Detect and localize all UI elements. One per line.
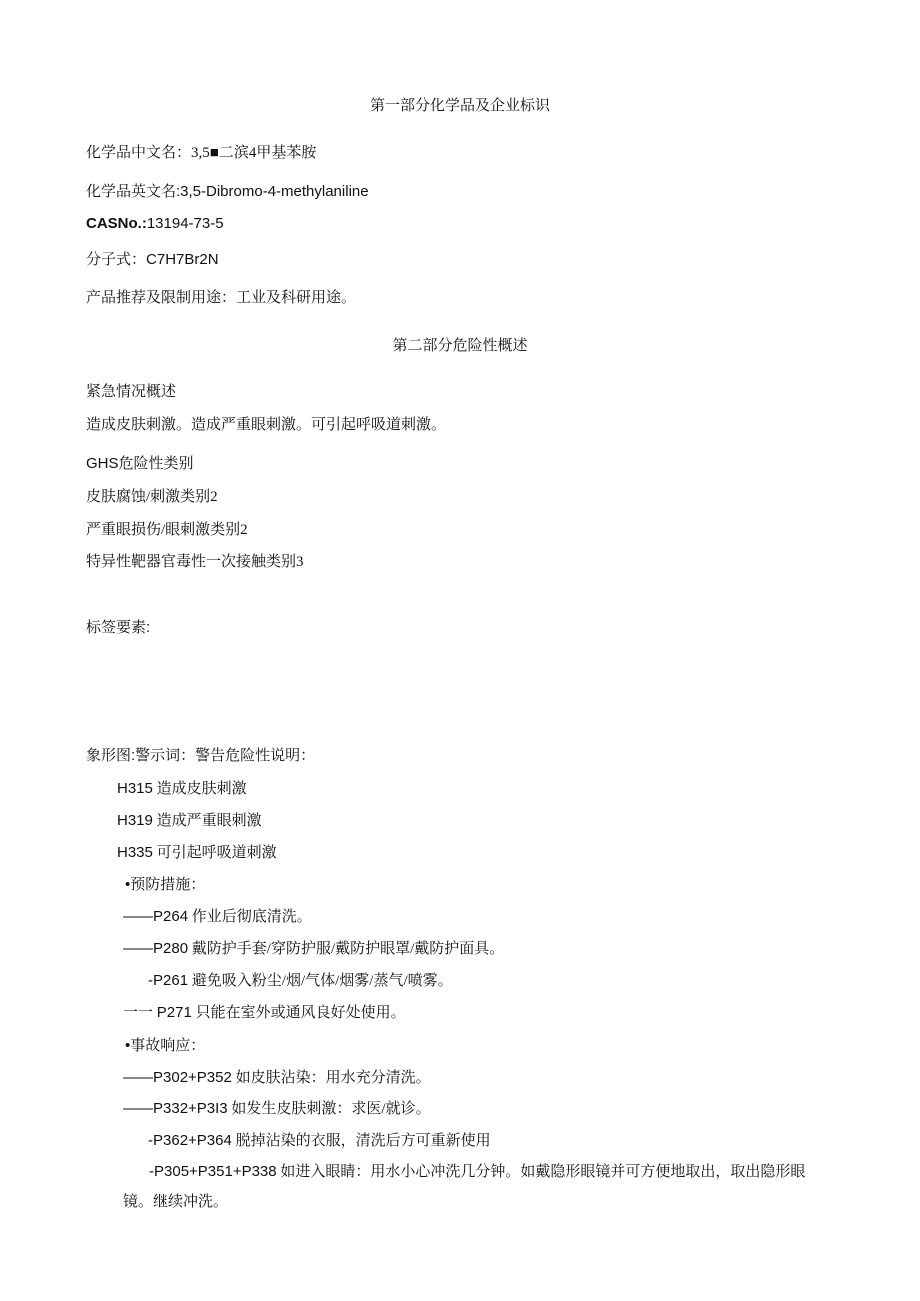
- use-value: 工业及科研用途。: [236, 290, 357, 306]
- hazard-code: H315: [117, 780, 153, 797]
- precaution-code: P271: [156, 1004, 192, 1021]
- item-prefix: ——: [123, 1069, 153, 1086]
- cn-name-label: 化学品中文名：: [86, 144, 192, 161]
- precaution-text: 如进入眼睛：用水小心冲洗几分钟。如戴隐形眼镜并可方便地取出，取出隐形眼镜。继续冲洗。: [123, 1164, 806, 1210]
- cn-name-value: 3,5■二滨4甲基苯胺: [191, 145, 317, 161]
- hazard-text: 造成皮肤刺激: [156, 781, 247, 797]
- formula-label: 分子式：: [86, 251, 147, 268]
- precaution-text: 只能在室外或通风良好处使用。: [195, 1005, 406, 1021]
- prevention-heading: •预防措施：: [125, 876, 206, 893]
- precaution-text: 作业后彻底清洗。: [191, 909, 312, 925]
- pictogram-line: 象形图:警示词：警告危险性说明：: [86, 747, 316, 764]
- prevention-item: [123, 907, 312, 927]
- precaution-code: P261: [153, 972, 189, 989]
- ghs-item: 皮肤腐蚀/刺激类别2: [86, 489, 218, 505]
- precaution-text: 避免吸入粉尘/烟/气体/烟雾/蒸气/喷雾。: [191, 973, 453, 989]
- prevention-item: [123, 939, 504, 959]
- response-item: [123, 1099, 431, 1119]
- item-prefix: ——: [123, 908, 153, 925]
- response-heading: •事故响应：: [125, 1037, 206, 1054]
- hazard-statement: [117, 843, 277, 863]
- en-name-value: 3,5-Dibromo-4-methylaniline: [180, 183, 369, 200]
- response-item: [148, 1131, 491, 1151]
- item-prefix: -: [148, 972, 153, 989]
- prevention-item: [148, 971, 453, 991]
- precaution-code: P332+P3I3: [153, 1100, 228, 1117]
- use-label: 产品推荐及限制用途：: [86, 289, 237, 306]
- item-prefix: -: [149, 1163, 154, 1180]
- hazard-code: H319: [117, 812, 153, 829]
- cas-label: CASNo.:: [86, 215, 147, 232]
- hazard-code: H335: [117, 844, 153, 861]
- ghs-heading: GHS危险性类别: [86, 455, 194, 472]
- section2-heading: 第二部分危险性概述: [392, 337, 528, 354]
- precaution-code: P302+P352: [153, 1069, 232, 1086]
- hazard-text: 造成严重眼刺激: [156, 813, 262, 829]
- hazard-statement: [117, 779, 247, 799]
- item-prefix: ——: [123, 1100, 153, 1117]
- cn-name-line: [86, 143, 316, 163]
- label-elements: 标签要素:: [86, 619, 151, 636]
- cas-value: 13194-73-5: [146, 215, 224, 232]
- precaution-text: 脱掉沾染的衣服，清洗后方可重新使用: [235, 1133, 491, 1149]
- precaution-code: P362+P364: [153, 1132, 232, 1149]
- precaution-code: P264: [153, 908, 189, 925]
- ghs-item: 特异性靶器官毒性一次接触类别3: [86, 554, 304, 570]
- item-prefix: 一一: [123, 1005, 157, 1021]
- en-name-label: 化学品英文名:: [86, 183, 181, 200]
- prevention-item: [123, 1003, 406, 1023]
- hazard-statement: [117, 811, 262, 831]
- formula-value: C7H7Br2N: [146, 251, 219, 268]
- emergency-text: 造成皮肤刺激。造成严重眼刺激。可引起呼吸道刺激。: [86, 417, 447, 433]
- response-item: [123, 1068, 431, 1088]
- precaution-code: P280: [153, 940, 189, 957]
- precaution-text: 如发生皮肤刺激：求医/就诊。: [231, 1101, 431, 1117]
- en-name-line: [86, 182, 369, 202]
- section1-heading: 第一部分化学品及企业标识: [369, 97, 550, 114]
- item-prefix: ——: [123, 940, 153, 957]
- formula-line: [86, 250, 219, 270]
- precaution-code: P305+P351+P338: [154, 1163, 277, 1180]
- precaution-text: 戴防护手套/穿防护服/戴防护眼罩/戴防护面具。: [191, 941, 505, 957]
- response-item: [123, 1157, 823, 1217]
- ghs-item: 严重眼损伤/眼刺激类别2: [86, 522, 248, 538]
- item-prefix: -: [148, 1132, 153, 1149]
- cas-line: [86, 214, 224, 234]
- use-line: [86, 288, 356, 308]
- hazard-text: 可引起呼吸道刺激: [156, 845, 277, 861]
- emergency-heading: 紧急情况概述: [86, 383, 177, 400]
- precaution-text: 如皮肤沾染：用水充分清洗。: [235, 1070, 431, 1086]
